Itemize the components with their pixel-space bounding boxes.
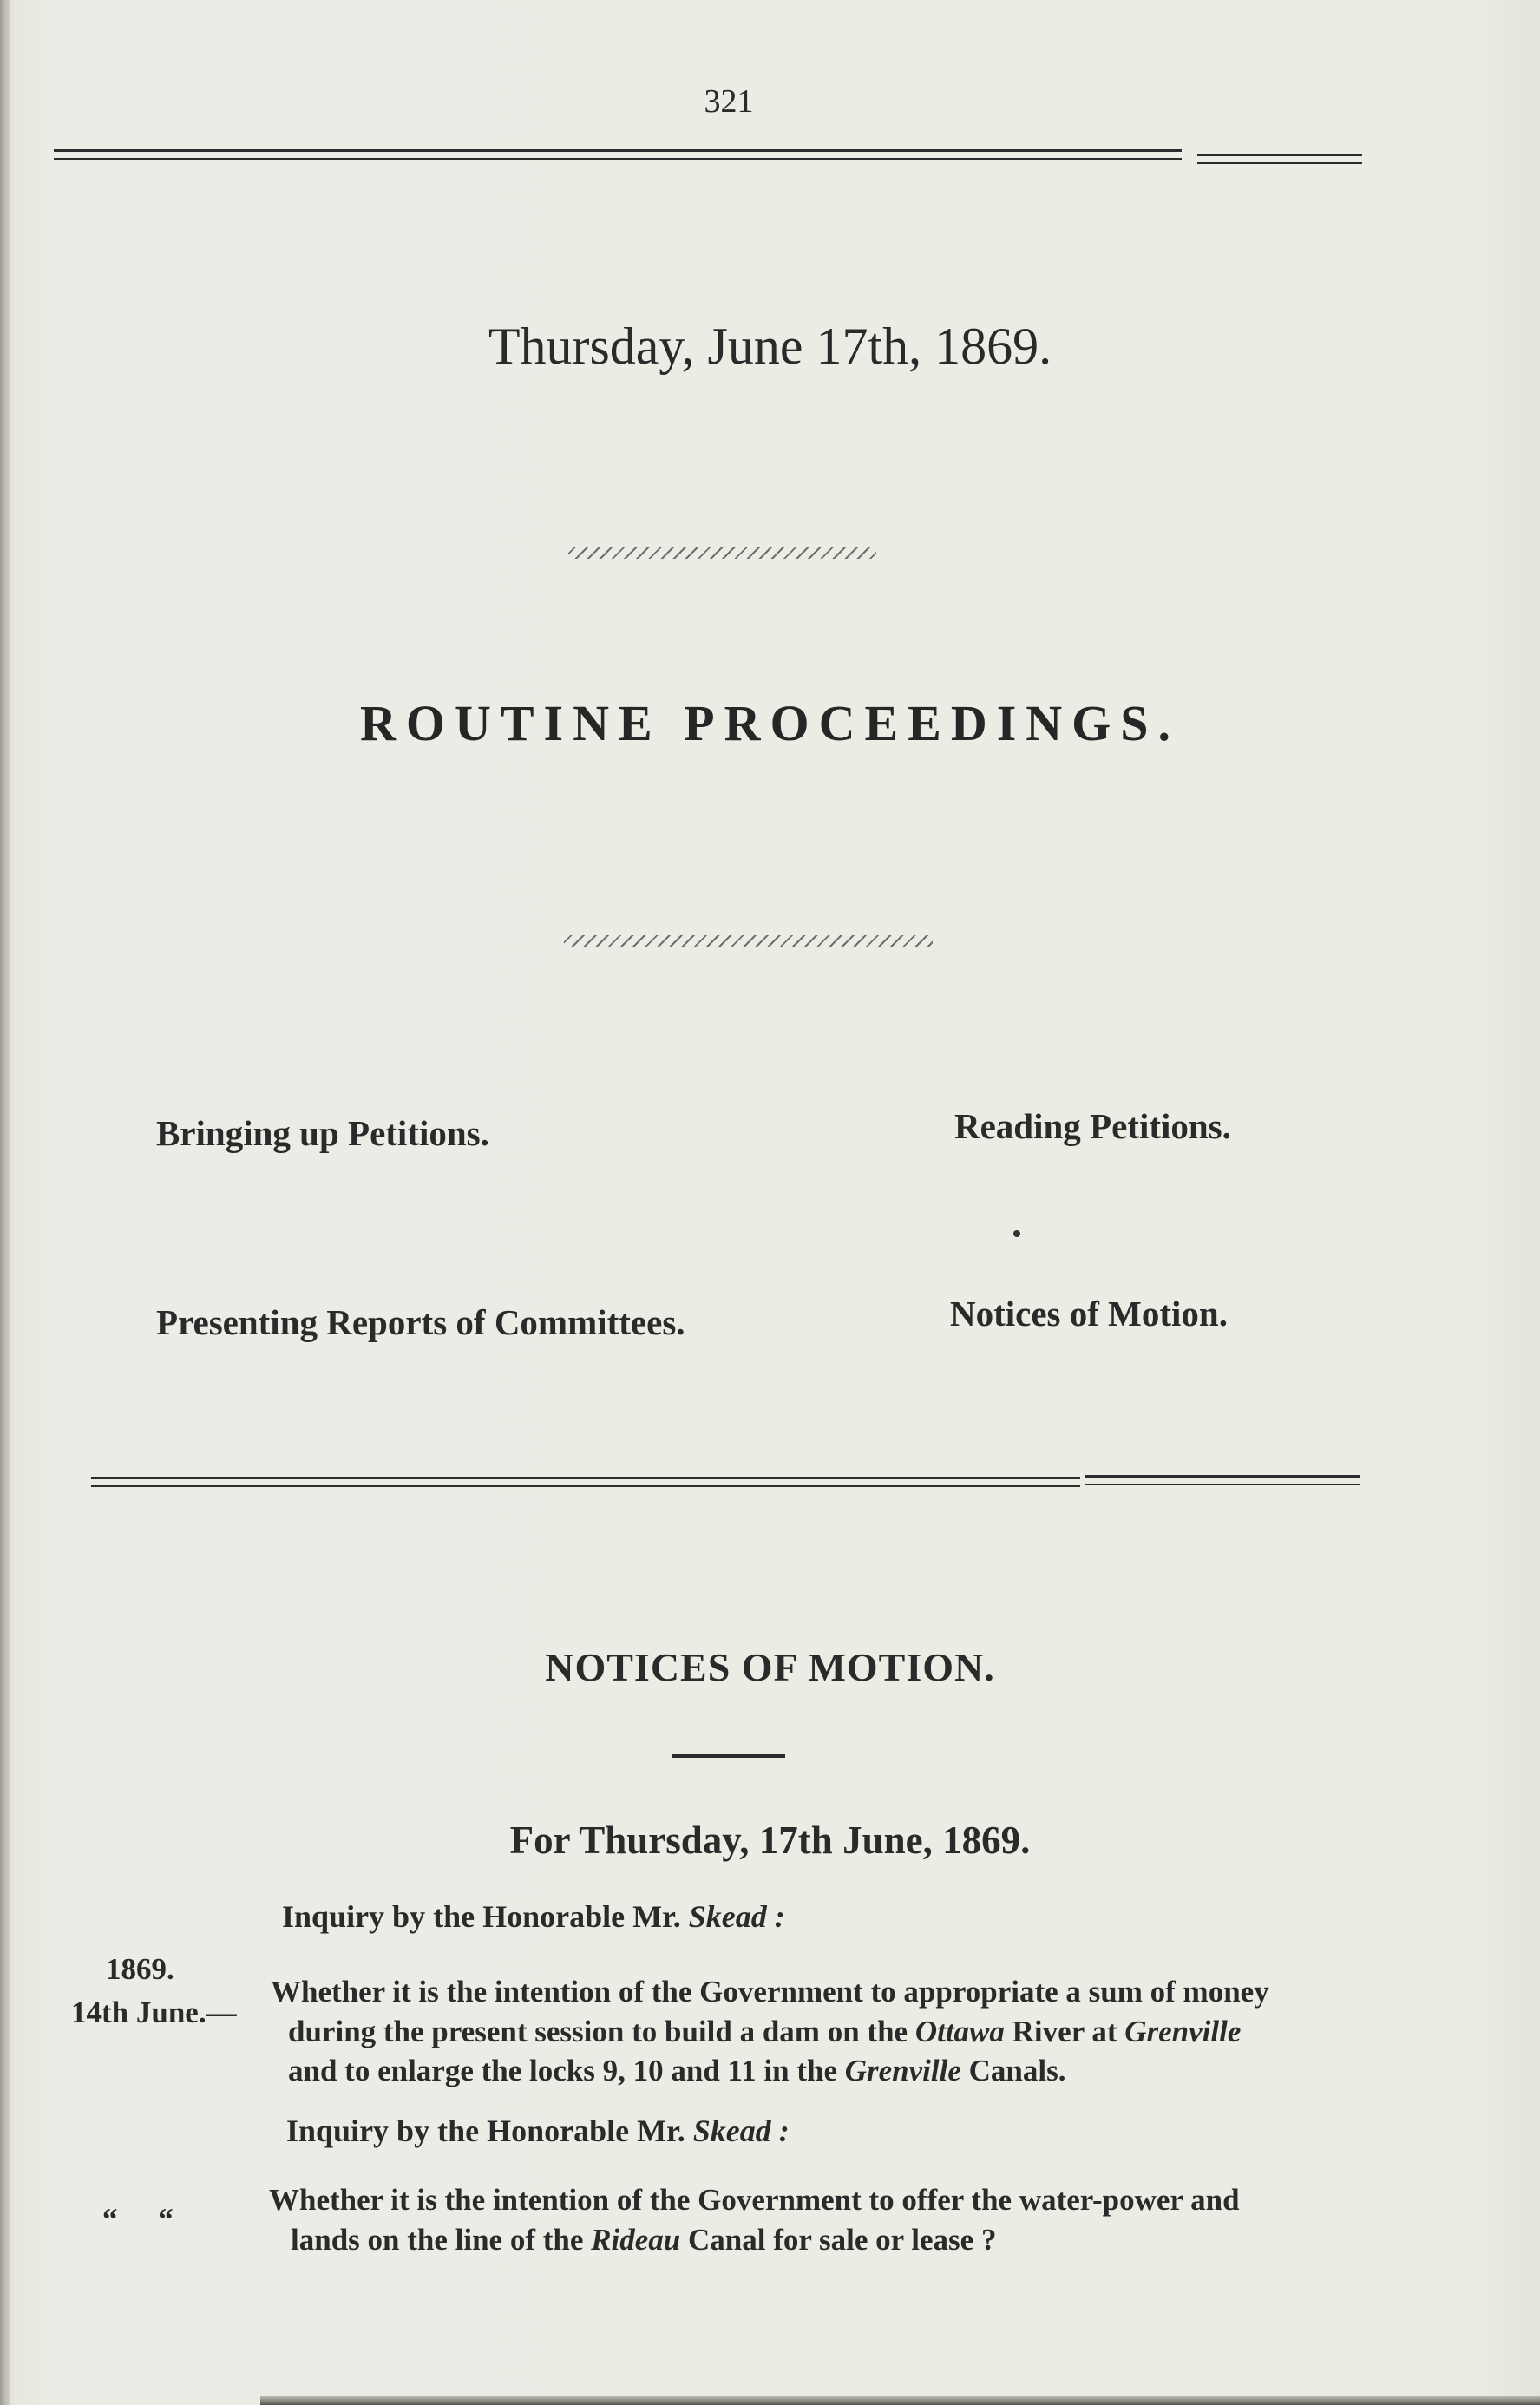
margin-date: 14th June.— [71, 1995, 237, 2029]
day-title: Thursday, June 17th, 1869. [488, 318, 1052, 375]
routine-item-reading-petitions: Reading Petitions. [954, 1106, 1231, 1146]
inquiry-text-line: Whether it is the intention of the Government to offer the water-power and [269, 2183, 1240, 2217]
header-rule [54, 149, 1182, 160]
routine-item-bringing-petitions: Bringing up Petitions. [156, 1113, 489, 1153]
routine-proceedings-heading: ROUTINE PROCEEDINGS. [359, 695, 1181, 751]
section-rule-short [1085, 1475, 1360, 1485]
ink-dot [1013, 1230, 1020, 1237]
inquiry-text [217, 1972, 1327, 2091]
inquiry-text-line: lands on the line of the Rideau Canal for sale or lease ? [291, 2222, 997, 2257]
page-number: 321 [704, 83, 754, 120]
short-rule [672, 1754, 785, 1758]
wavy-divider [564, 935, 933, 947]
inquiry-prefix: Inquiry by the Honorable Mr. [286, 2113, 685, 2148]
inquiry-text-line: and to enlarge the locks 9, 10 and 11 in the Grenville Canals. [288, 2054, 1066, 2087]
inquiry-prefix: Inquiry by the Honorable Mr. [282, 1899, 681, 1934]
header-rule-short [1197, 154, 1362, 164]
routine-item-notices-of-motion: Notices of Motion. [950, 1294, 1228, 1334]
routine-item-presenting-reports: Presenting Reports of Committees. [156, 1302, 685, 1342]
margin-ditto-marks: “ “ [102, 2202, 174, 2236]
inquiry-text [269, 2180, 1379, 2259]
wavy-divider [568, 547, 876, 559]
inquiry-attribution [286, 2113, 790, 2149]
notices-of-motion-heading: NOTICES OF MOTION. [545, 1645, 995, 1689]
inquiry-member-name: Skead : [688, 1899, 785, 1934]
inquiry-attribution [282, 1898, 785, 1935]
notices-date-heading: For Thursday, 17th June, 1869. [509, 1818, 1031, 1862]
inquiry-text-line: during the present session to build a dam on the Ottawa River at Grenville [288, 2014, 1242, 2048]
page-bottom-edge [260, 2396, 1540, 2405]
inquiry-text-line: Whether it is the intention of the Government to appropriate a sum of money [271, 1975, 1269, 2009]
inquiry-member-name: Skead : [692, 2113, 790, 2148]
margin-year: 1869. [106, 1952, 174, 1986]
section-rule [91, 1477, 1080, 1487]
